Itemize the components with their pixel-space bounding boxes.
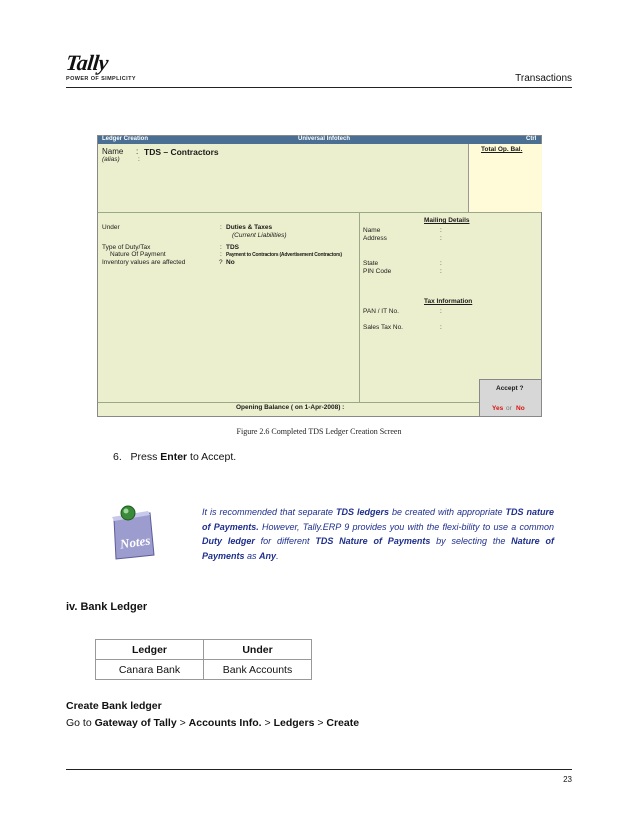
mail-pin-label: PIN Code (363, 268, 392, 275)
duty-type-value: TDS (226, 244, 239, 251)
ledger-creation-screenshot (97, 135, 542, 417)
footer-rule (66, 769, 572, 770)
under-group: (Current Liabilities) (232, 232, 287, 239)
notes-icon-label: Notes (119, 532, 152, 552)
nature-colon: : (220, 251, 222, 258)
inventory-label: Inventory values are affected (102, 259, 186, 266)
path-accounts-info: Accounts Info. (188, 717, 262, 729)
sales-tax-label: Sales Tax No. (363, 324, 403, 331)
note-bold-1: TDS ledgers (336, 507, 389, 517)
mail-state-label: State (363, 260, 379, 267)
figure-caption: Figure 2.6 Completed TDS Ledger Creation Screen (236, 427, 402, 436)
step-prefix: Press (130, 451, 161, 463)
table-cell-ledger: Canara Bank (96, 660, 204, 680)
note-bold-4: TDS Nature of Payments (315, 536, 431, 546)
pan-label: PAN / IT No. (363, 308, 399, 315)
bank-ledger-table (95, 639, 312, 680)
path-sep-2: > (261, 717, 274, 729)
under-value: Duties & Taxes (226, 224, 273, 231)
note-text-3: However, Tally.ERP 9 provides you with the flexi-bility to use a common (258, 521, 554, 532)
create-heading: Create Bank ledger (66, 700, 162, 712)
pan-colon: : (440, 308, 442, 315)
step-suffix: to Accept. (187, 451, 237, 463)
opening-balance-bar (98, 402, 479, 415)
mail-pin-colon: : (440, 268, 442, 275)
note-text-5: by selecting the (430, 536, 512, 546)
mailing-details-heading: Mailing Details (424, 217, 470, 224)
mail-name-label: Name (363, 227, 381, 234)
table-header-row (96, 640, 312, 660)
under-label: Under (102, 224, 120, 231)
screen-title-ctrl: Ctrl (526, 136, 537, 142)
accept-or: or (506, 405, 512, 412)
path-sep-3: > (314, 717, 327, 729)
sales-tax-colon: : (440, 324, 442, 331)
divider (98, 212, 541, 213)
tax-information-heading: Tax Information (424, 298, 473, 305)
duty-type-colon: : (220, 244, 222, 251)
tally-logo (66, 50, 146, 86)
step-number: 6. (113, 451, 122, 463)
accept-question: Accept ? (496, 385, 524, 392)
logo-wordmark: Tally (64, 50, 110, 75)
section-title: Transactions (515, 73, 572, 84)
note-bold-2: TDS nature of Payments. (202, 507, 554, 532)
total-opening-balance-panel (468, 144, 542, 212)
notes-icon (106, 503, 158, 561)
note-text-7: . (276, 550, 279, 561)
table-header-under: Under (204, 640, 312, 660)
mail-address-label: Address (363, 235, 387, 242)
accept-yes[interactable]: Yes (492, 405, 504, 412)
right-panel-divider (359, 213, 360, 402)
step-key: Enter (160, 451, 188, 463)
mail-state-colon: : (440, 260, 442, 267)
opening-balance-label: Opening Balance ( on 1-Apr-2008) : (236, 404, 345, 411)
screen-title-left: Ledger Creation (102, 136, 149, 142)
note-text-4: for different (254, 536, 316, 546)
screen-title-bar (98, 136, 541, 144)
ledger-name-value: TDS – Contractors (144, 147, 219, 157)
table-cell-under: Bank Accounts (204, 660, 312, 680)
alias-label: (alias) (102, 156, 120, 163)
path-ledgers: Ledgers (273, 717, 315, 729)
logo-tagline: POWER OF SIMPLICITY (66, 76, 136, 82)
note-bold-5: Nature of Payments (202, 536, 554, 561)
name-colon: : (136, 147, 139, 156)
note-bold-6: Any (259, 550, 277, 561)
path-gateway: Gateway of Tally (94, 717, 177, 729)
section-heading: iv. Bank Ledger (66, 601, 148, 613)
total-op-bal-label: Total Op. Bal. (481, 146, 523, 153)
note-text-1: It is recommended that separate (202, 507, 336, 517)
accept-no[interactable]: No (516, 405, 525, 412)
header-rule (66, 87, 572, 88)
nature-label: Nature Of Payment (110, 251, 166, 258)
path-create: Create (326, 717, 360, 729)
note-text-2: be created with appropriate (389, 507, 506, 517)
path-sep-1: > (176, 717, 189, 729)
under-colon: : (220, 224, 222, 231)
goto-prefix: Go to (66, 717, 95, 729)
nature-value: Payment to Contractors (Advertisement Contractors) (226, 252, 342, 258)
table-header-ledger: Ledger (96, 640, 204, 660)
note-bold-3: Duty ledger (202, 536, 255, 546)
step-instruction (113, 451, 236, 463)
table-row (96, 660, 312, 680)
inventory-value: No (226, 259, 235, 266)
note-text (202, 505, 554, 563)
page-number: 23 (563, 775, 572, 784)
alias-colon: : (138, 156, 140, 163)
navigation-path (66, 717, 359, 729)
screen-title-company: Universal Infotech (298, 136, 351, 142)
note-text-6: as (244, 550, 260, 561)
mail-address-colon: : (440, 235, 442, 242)
duty-type-label: Type of Duty/Tax (102, 244, 151, 251)
name-label: Name (102, 147, 124, 156)
inventory-question: ? (219, 259, 223, 266)
mail-name-colon: : (440, 227, 442, 234)
accept-dialog (479, 379, 542, 417)
